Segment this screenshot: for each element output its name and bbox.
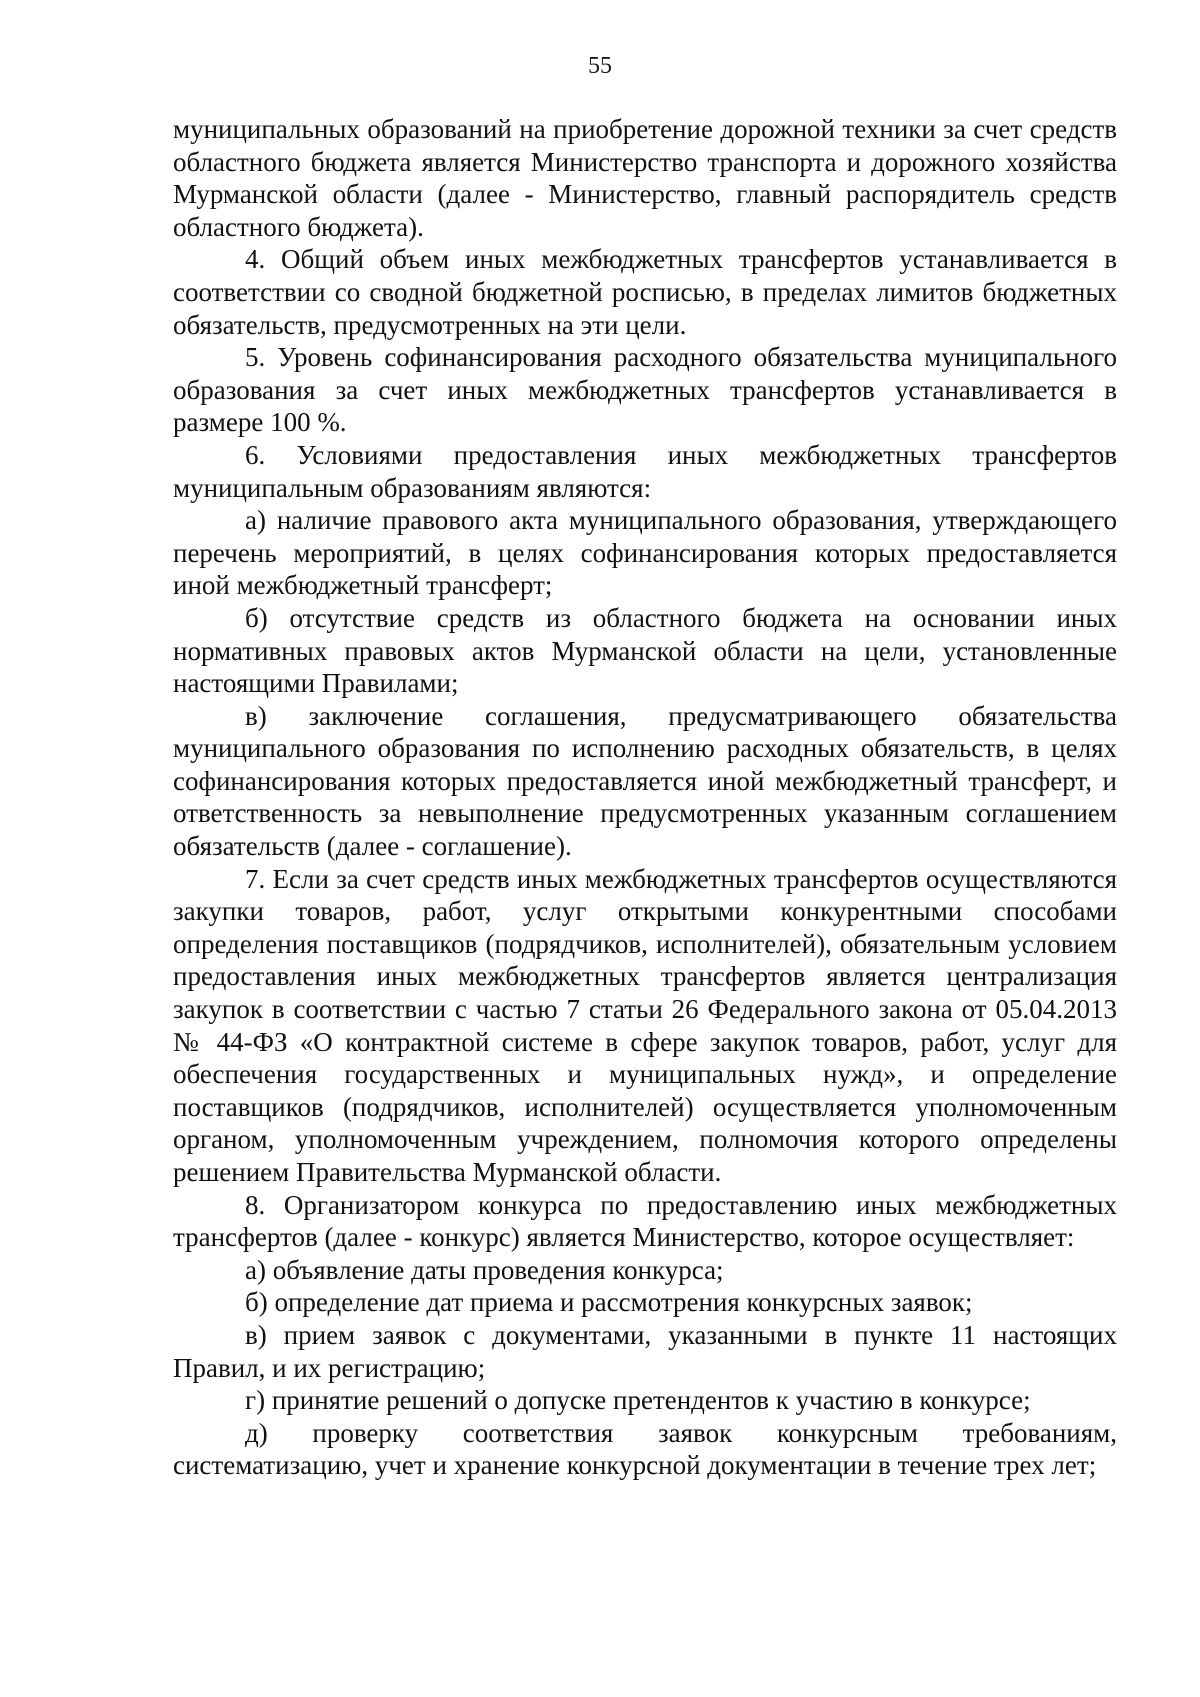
paragraph-item-6v: в) заключение соглашения, предусматривающего обязательства муниципального образования по исполнению расходных обязательств, в целях софинансирования которых предоставляется иной межбюджетный трансферт, и ответственность за невыполнение предусмотренных указанным соглашением обязательств (далее - соглашение). [173,700,1117,862]
paragraph-item-8v: в) прием заявок с документами, указанными в пункте 11 настоящих Правил, и их регистрацию; [173,1319,1117,1383]
paragraph-item-8b: б) определение дат приема и рассмотрения конкурсных заявок; [245,1287,973,1318]
paragraph-item-8a: а) объявление даты проведения конкурса; [245,1254,724,1285]
paragraph-item-7: 7. Если за счет средств иных межбюджетных трансфертов осуществляются закупки товаров, работ, услуг открытыми конкурентными способами определения поставщиков (подрядчиков, исполнителей), обязательным условием предоставления иных межбюджетных трансфертов является централизация закупок в соответствии с частью 7 статьи 26 Федерального закона от 05.04.2013 № 44-ФЗ «О контрактной системе в сфере закупок товаров, работ, услуг для обеспечения государственных и муниципальных нужд», и определение поставщиков (подрядчиков, исполнителей) осуществляется уполномоченным органом, уполномоченным учреждением, полномочия которого определены решением Правительства Мурманской области. [173,863,1117,1187]
page-number: 55 [588,53,612,79]
paragraph-item-8: 8. Организатором конкурса по предоставлению иных межбюджетных трансфертов (далее - конкурс) является Министерство, которое осуществляет: [173,1189,1117,1253]
paragraph-item-6b: б) отсутствие средств из областного бюджета на основании иных нормативных правовых актов Мурманской области на цели, установленные настоящими Правилами; [173,602,1117,699]
paragraph-item-8d: д) проверку соответствия заявок конкурсным требованиям, систематизацию, учет и хранение конкурсной документации в течение трех лет; [173,1417,1117,1481]
paragraph-item-4: 4. Общий объем иных межбюджетных трансфертов устанавливается в соответствии со сводной бюджетной росписью, в пределах лимитов бюджетных обязательств, предусмотренных на эти цели. [173,244,1117,340]
paragraph-item-6a: а) наличие правового акта муниципального образования, утверждающего перечень мероприятий, в целях софинансирования которых предоставляется иной межбюджетный трансферт; [173,505,1117,601]
paragraph-item-5: 5. Уровень софинансирования расходного обязательства муниципального образования за счет иных межбюджетных трансфертов устанавливается в размере 100 %. [173,342,1117,438]
paragraph-item-8g: г) принятие решений о допуске претендентов к участию в конкурсе; [245,1385,1031,1416]
document-body [173,113,1117,1482]
paragraph-item-6: 6. Условиями предоставления иных межбюджетных трансфертов муниципальным образованиям являются: [173,439,1117,503]
paragraph-continuation: муниципальных образований на приобретение дорожной техники за счет средств областного бюджета является Министерство транспорта и дорожного хозяйства Мурманской области (далее - Министерство, главный распорядитель средств областного бюджета). [173,114,1117,242]
